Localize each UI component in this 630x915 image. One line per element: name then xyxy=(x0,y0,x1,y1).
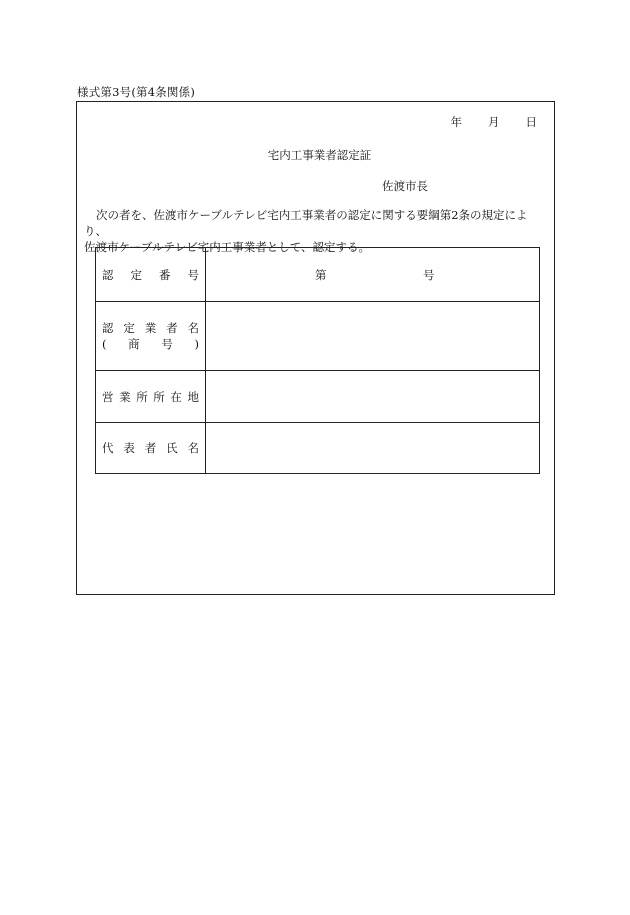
label-char: 定 xyxy=(130,267,142,282)
label-certification-number xyxy=(96,248,206,302)
date-year-label: 年 xyxy=(450,115,462,129)
issuer-name: 佐渡市長 xyxy=(382,179,428,193)
label-char: 地 xyxy=(187,389,199,404)
label-char: 定 xyxy=(123,321,135,335)
number-prefix: 第 xyxy=(315,267,327,282)
label-char: 認 xyxy=(102,267,114,282)
label-char: 業 xyxy=(119,389,131,404)
label-char: 名 xyxy=(187,321,199,335)
label-char: 代 xyxy=(102,441,114,455)
date-month-label: 月 xyxy=(488,115,500,129)
table-row-business-name xyxy=(96,302,540,371)
table-row-representative-name xyxy=(96,423,540,474)
table-row-certification-number xyxy=(96,248,540,302)
label-char: ) xyxy=(194,337,199,351)
form-number-label: 様式第3号(第4条関係) xyxy=(77,85,196,99)
value-business-name[interactable] xyxy=(206,302,540,371)
body-line-2: 佐渡市ケーブルテレビ宅内工事業者として、認定する。 xyxy=(84,240,371,254)
certificate-frame xyxy=(76,101,555,595)
label-office-address xyxy=(96,371,206,423)
label-char: 商 xyxy=(128,337,140,351)
value-office-address[interactable] xyxy=(206,371,540,423)
value-representative-name[interactable] xyxy=(206,423,540,474)
label-char: 者 xyxy=(144,441,157,455)
label-char: 所 xyxy=(153,389,165,404)
date-day-label: 日 xyxy=(525,115,537,129)
label-char: 所 xyxy=(136,389,148,404)
label-char: 名 xyxy=(187,441,199,455)
label-char: ( xyxy=(102,337,107,351)
label-char: 号 xyxy=(161,337,173,351)
body-line-1 xyxy=(84,207,550,239)
label-char: 号 xyxy=(187,267,199,282)
value-certification-number[interactable] xyxy=(206,248,540,302)
certificate-title xyxy=(77,147,554,163)
date-line xyxy=(451,114,538,130)
body-line-1-text: 次の者を、佐渡市ケーブルテレビ宅内工事業者の認定に関する要綱第2条の規定により、 xyxy=(84,208,528,238)
label-char: 業 xyxy=(144,321,157,335)
label-char: 氏 xyxy=(166,441,178,455)
label-char: 表 xyxy=(123,441,135,455)
certificate-table xyxy=(95,247,540,474)
label-char: 者 xyxy=(166,321,178,335)
table-row-office-address xyxy=(96,371,540,423)
label-char: 在 xyxy=(170,389,182,404)
label-char: 認 xyxy=(102,321,114,335)
number-suffix: 号 xyxy=(423,267,435,282)
label-char: 番 xyxy=(159,267,171,282)
label-representative-name xyxy=(96,423,206,474)
label-char: 営 xyxy=(102,389,114,404)
label-business-name xyxy=(96,302,206,371)
certificate-title-text: 宅内工事業者認定証 xyxy=(267,148,372,162)
